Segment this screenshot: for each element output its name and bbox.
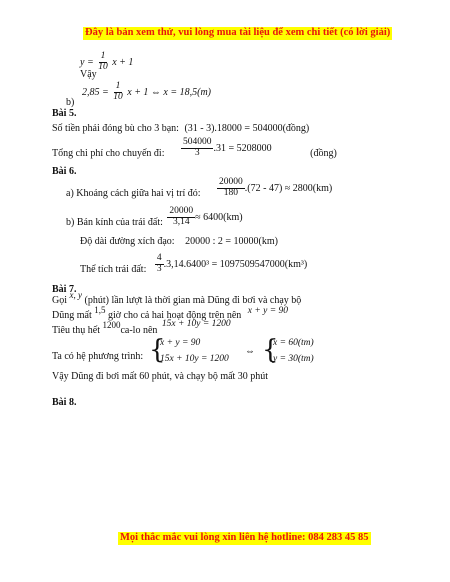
system-eq-1: x + y = 90 [160,338,201,348]
left-brace-icon: { [149,335,166,365]
math: 20000 : 2 = 10000(km) [185,236,278,247]
solution-x: x = 60(tm) [273,338,314,348]
hotline-banner: Mọi thắc mắc vui lòng xin liên hệ hotline: 084 283 45 85 [120,532,369,543]
frac-num: 4 [156,253,162,263]
frac-den: 10 [98,61,108,72]
text: Số tiền phải đóng bù cho 3 bạn: [52,123,179,134]
part-b-equation [82,82,211,103]
solution-y: y = 30(tm) [273,354,314,364]
bai6-title: Bài 6. [52,166,77,177]
fraction [181,138,214,159]
text: giờ cho cả hai hoạt động trên nên [107,310,242,321]
frac-den: 3 [156,263,162,274]
text: ca-lo nên [120,325,158,336]
value: 1200 [102,320,121,330]
bai7-title: Bài 7. [52,284,77,295]
unit: (đồng) [310,147,337,159]
fraction [217,178,245,199]
unit: (đồng) [282,123,310,134]
preview-banner: Đây là bản xem thử, vui lòng mua tài liệu để xem chi tiết (có lời giải) [85,27,391,38]
eq-suffix: x + 1 [112,56,134,68]
text: b) Bán kính của trái đất: [66,216,163,228]
math: ≈ 6400(km) [195,211,243,223]
eq-prefix: 2,85 = [82,86,109,98]
text: Tiêu thụ hết [52,325,100,336]
bai6-b [66,207,243,228]
eq-prefix: y = [80,56,94,68]
frac-den: 180 [223,187,239,198]
bai7-system-label: Ta có hệ phương trình: [52,351,144,362]
bai5-line2 [52,138,337,159]
equation: 15x + 10y = 1200 [161,319,231,329]
part-b-label: b) [66,97,75,108]
fraction [96,52,110,73]
text: Gọi [52,295,67,306]
frac-num: 1 [115,81,121,91]
text: Tổng chi phí cho chuyến đi: [52,147,165,159]
eq-suffix: x + 1 ⇔ x = 18,5(m) [127,86,212,98]
vars: x, y [69,290,82,300]
fraction [111,82,125,103]
fraction [167,207,195,228]
text: a) Khoảng cách giữa hai vị trí đó: [66,187,201,199]
left-brace-icon: { [262,335,279,365]
text: Dũng mất [52,310,92,321]
math: .31 = 5208000 [213,142,272,154]
bai5-title: Bài 5. [52,108,77,119]
math: .(72 - 47) ≈ 2800(km) [244,182,333,194]
bai5-line1 [52,124,309,134]
text: Thể tích trái đất: [80,263,147,275]
equivalence-icon: ⇔ [245,346,255,357]
bai6-d [80,254,307,275]
bai7-conclusion: Vậy Dũng đi bơi mất 60 phút, và chạy bộ mất 30 phút [52,371,269,382]
frac-den: 10 [113,91,123,102]
frac-num: 20000 [169,206,194,216]
bai7-line3 [52,319,231,337]
frac-num: 20000 [219,177,243,187]
text: (phút) lần lượt là thời gian mà Dũng đi bơi và chạy bộ [84,295,302,306]
text: Độ dài đường xích đạo: [80,236,175,247]
frac-den: 3 [194,147,200,158]
bai7-line1 [52,290,302,306]
equation: x + y = 90 [247,306,289,316]
frac-num: 1 [100,51,106,61]
frac-num: 504000 [182,137,212,147]
math: (31 - 3).18000 = 504000 [184,123,283,134]
bai6-c [80,237,278,247]
bai6-a [66,178,332,199]
frac-den: 3,14 [172,216,190,227]
value: 1,5 [94,305,106,315]
math: .3,14.6400³ = 1097509547000(km³) [163,258,308,270]
system-eq-2: 15x + 10y = 1200 [160,354,229,364]
bai8-title: Bài 8. [52,397,77,408]
fraction [155,254,164,275]
part-a-label: Vậy [80,69,97,80]
